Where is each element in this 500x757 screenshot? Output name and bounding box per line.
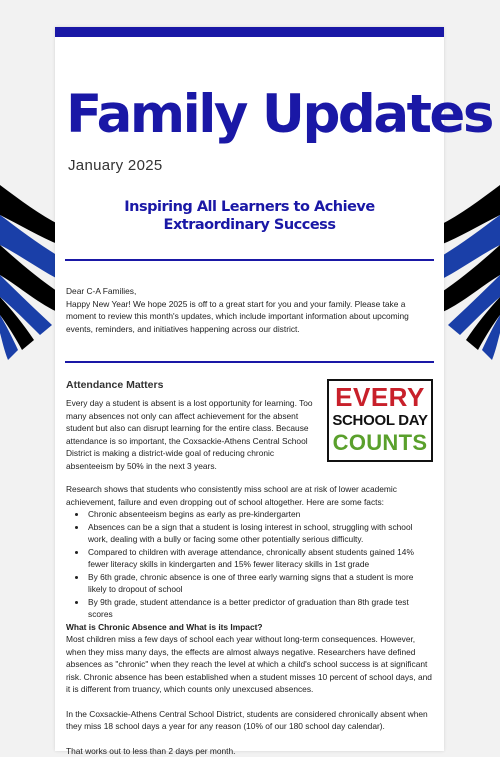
list-item: • Absences can be a sign that a student is losing interest in school, struggling with school work, dealing with a bully or facing some other potentially serious difficulty. bbox=[87, 521, 433, 546]
research-intro: Research shows that students who consistently miss school are at risk of lower academic achievement, failure and even dropping out of school altogether. Here are some facts: bbox=[66, 483, 433, 508]
top-accent-bar bbox=[55, 27, 444, 37]
divider bbox=[65, 361, 434, 363]
attendance-section bbox=[66, 379, 433, 757]
badge-line-school-day: SCHOOL DAY bbox=[329, 412, 431, 429]
intro-block bbox=[66, 285, 433, 335]
impact-paragraph: Most children miss a few days of school each year without long-term consequences. However, when they miss many days, the effects are almost always negative. Researchers have defined absences as "chronic" when they reach the level at which a child's school success is at significant risk. Chronic absence has been established when a student misses 10 percent of school days, and it is different from truancy, which counts only unexcused absences. bbox=[66, 633, 433, 696]
badge-line-every: EVERY bbox=[329, 384, 431, 410]
right-wing-decoration bbox=[440, 185, 500, 370]
headline: Inspiring All Learners to Achieve Extraordinary Success bbox=[75, 198, 424, 234]
badge-line-counts: COUNTS bbox=[329, 431, 431, 455]
list-item: • Chronic absenteeism begins as early as pre-kindergarten bbox=[87, 508, 433, 521]
attendance-lead: Every day a student is absent is a lost opportunity for learning. Too many absences not only can affect achievement for the absent student but also can disrupt learning for the entire class. Because attendance is so important, the Coxsackie-Athens Central School District is making a district-wide goal of reducing chronic absenteeism by 50% in the next 3 years. bbox=[66, 397, 318, 472]
intro-message: Happy New Year! We hope 2025 is off to a great start for you and your family. Please take a moment to review this month's updates, which include important information about upcoming events, reminders, and initiatives happening across our district. bbox=[66, 298, 433, 336]
masthead-title: Family Updates bbox=[55, 85, 444, 145]
newsletter-card bbox=[55, 27, 444, 751]
every-school-day-counts-badge bbox=[327, 379, 433, 462]
list-item: • By 9th grade, student attendance is a better predictor of graduation than 8th grade test scores bbox=[87, 596, 433, 621]
district-rule-paragraph: In the Coxsackie-Athens Central School District, students are considered chronically absent when they miss 18 school days a year for any reason (10% of our 180 school day calendar). bbox=[66, 708, 433, 733]
list-item: • By 6th grade, chronic absence is one of three early warning signs that a student is more likely to dropout of school bbox=[87, 571, 433, 596]
facts-list bbox=[87, 508, 433, 621]
list-item: • Compared to children with average attendance, chronically absent students gained 14% fewer literacy skills in kindergarten and 15% fewer literacy skills in 1st grade bbox=[87, 546, 433, 571]
divider bbox=[65, 259, 434, 261]
chronic-absence-subheading: What is Chronic Absence and What is its Impact? bbox=[66, 621, 433, 634]
intro-greeting: Dear C-A Families, bbox=[66, 285, 433, 298]
per-month-paragraph: That works out to less than 2 days per month. bbox=[66, 745, 433, 757]
section-heading: Attendance Matters bbox=[66, 379, 433, 391]
issue-date: January 2025 bbox=[55, 157, 444, 174]
left-wing-decoration bbox=[0, 185, 60, 370]
